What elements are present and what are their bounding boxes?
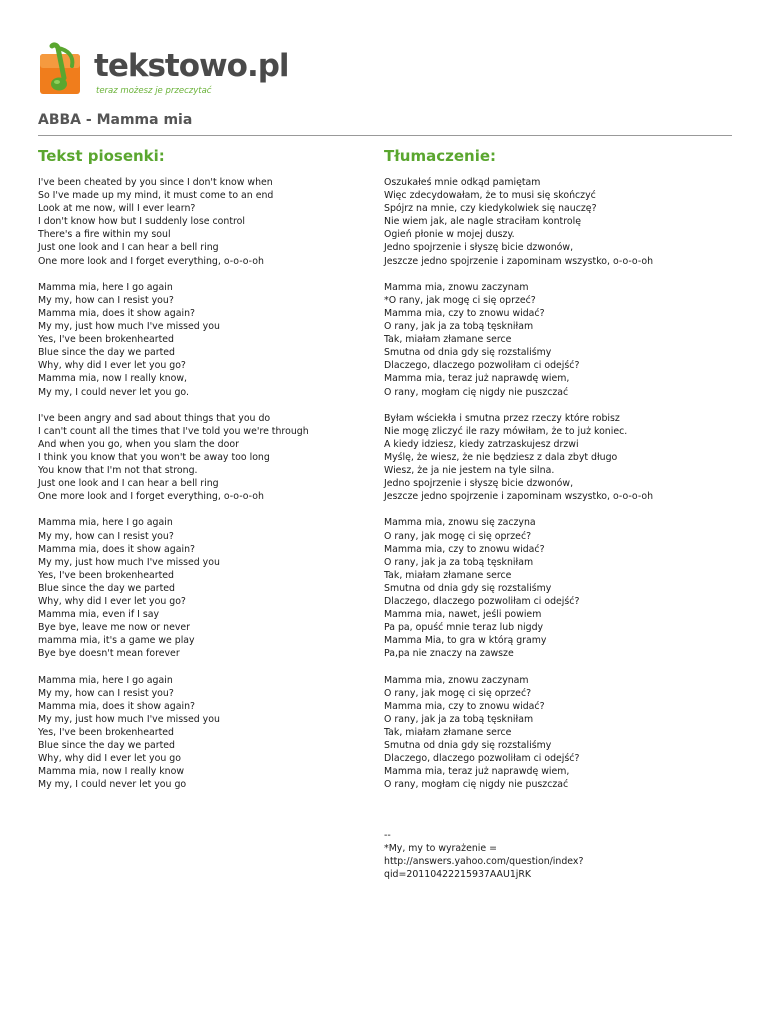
footnote-line: *My, my to wyrażenie = (384, 843, 497, 855)
translation-line: O rany, mogłam cię nigdy nie puszczać (384, 386, 569, 398)
translation-line: Dlaczego, dlaczego pozwoliłam ci odejść? (384, 360, 580, 372)
logo-tld: .pl (246, 48, 289, 84)
lyric-line: Mamma mia, here I go again (38, 674, 173, 686)
translation-line: O rany, jak ja za tobą tęskniłam (384, 713, 534, 725)
lyric-line: I've been angry and sad about things that you do (38, 412, 271, 424)
lyric-line: There's a fire within my soul (38, 229, 171, 241)
lyric-line (38, 660, 368, 673)
translation-line (384, 399, 734, 412)
original-lyrics-column (38, 146, 368, 791)
translation-line: Nie wiem jak, ale nagle straciłam kontrolę (384, 216, 581, 228)
lyric-line: So I've made up my mind, it must come to an end (38, 190, 274, 202)
lyric-line: Mamma mia, now I really know, (38, 373, 187, 385)
lyric-line: My my, how can I resist you? (38, 687, 174, 699)
title-divider (38, 135, 732, 136)
translation-line (384, 503, 734, 516)
lyric-line: My my, just how much I've missed you (38, 556, 220, 568)
translation-line (384, 268, 734, 281)
lyric-line: I think you know that you won't be away too long (38, 451, 270, 463)
lyric-line: Blue since the day we parted (38, 740, 176, 752)
lyrics-heading: Tekst piosenki: (38, 147, 165, 165)
translation-line: O rany, jak ja za tobą tęskniłam (384, 556, 534, 568)
translation-line: Mamma Mia, to gra w którą gramy (384, 635, 547, 647)
lyric-line: My my, how can I resist you? (38, 294, 174, 306)
lyric-line (38, 268, 368, 281)
translation-line: Byłam wściekła i smutna przez rzeczy które robisz (384, 412, 620, 424)
lyric-line: I've been cheated by you since I don't know when (38, 177, 273, 188)
translation-line: O rany, mogłam cię nigdy nie puszczać (384, 779, 569, 791)
logo-tagline: teraz możesz je przeczytać (96, 86, 212, 96)
lyric-line: My my, I could never let you go. (38, 386, 189, 398)
footnote-line: -- (384, 830, 391, 841)
translation-line: Myślę, że wiesz, że nie będziesz z dala zbyt długo (384, 451, 618, 463)
lyric-line: Mamma mia, does it show again? (38, 700, 196, 712)
translation-line: Mamma mia, znowu zaczynam (384, 281, 529, 293)
logo-wordmark (94, 48, 289, 84)
lyric-line: My my, just how much I've missed you (38, 713, 220, 725)
translation-line: Mamma mia, znowu się zaczyna (384, 517, 536, 529)
footnote-line: qid=20110422215937AAU1jRK (384, 869, 532, 881)
translation-heading: Tłumaczenie: (384, 147, 497, 165)
lyric-line: You know that I'm not that strong. (38, 465, 198, 477)
translation-line: Mamma mia, teraz już naprawdę wiem, (384, 766, 570, 778)
lyric-line: Bye bye doesn't mean forever (38, 648, 180, 660)
lyric-line: Blue since the day we parted (38, 582, 176, 594)
translation-line: Mamma mia, znowu zaczynam (384, 674, 529, 686)
lyric-line: Just one look and I can hear a bell ring (38, 478, 219, 490)
lyric-line: I can't count all the times that I've told you we're through (38, 425, 309, 437)
translation-line: Smutna od dnia gdy się rozstaliśmy (384, 347, 552, 359)
lyric-line: Why, why did I ever let you go? (38, 596, 186, 607)
translation-line: Mamma mia, nawet, jeśli powiem (384, 609, 542, 621)
lyric-line: Why, why did I ever let you go (38, 753, 181, 765)
lyric-line: Yes, I've been brokenhearted (38, 569, 174, 581)
site-logo[interactable] (38, 38, 289, 104)
translation-line: Smutna od dnia gdy się rozstaliśmy (384, 740, 552, 752)
lyric-line: Mamma mia, now I really know (38, 766, 185, 778)
translation-line: Nie mogę zliczyć ile razy mówiłam, że to już koniec. (384, 425, 628, 437)
translation-line: Smutna od dnia gdy się rozstaliśmy (384, 582, 552, 594)
translation-line: A kiedy idziesz, kiedy zatrzaskujesz drzwi (384, 438, 579, 450)
song-title: ABBA - Mamma mia (38, 112, 193, 128)
lyric-line: Blue since the day we parted (38, 347, 176, 359)
lyric-line (38, 503, 368, 516)
translation-line: Dlaczego, dlaczego pozwoliłam ci odejść? (384, 596, 580, 607)
lyric-line: I don't know how but I suddenly lose control (38, 216, 246, 228)
translation-line: Mamma mia, teraz już naprawdę wiem, (384, 373, 570, 385)
lyric-line: One more look and I forget everything, o-o-o-oh (38, 255, 264, 267)
translation-line: Jedno spojrzenie i słyszę bicie dzwonów, (384, 478, 574, 490)
lyric-line: Mamma mia, does it show again? (38, 543, 196, 555)
translation-line: Pa pa, opuść mnie teraz lub nigdy (384, 622, 544, 634)
translation-line: O rany, jak mogę ci się oprzeć? (384, 687, 532, 699)
lyric-line: Mamma mia, here I go again (38, 281, 173, 293)
lyric-line: Yes, I've been brokenhearted (38, 726, 174, 738)
lyric-line (38, 399, 368, 412)
translation-line: Tak, miałam złamane serce (384, 726, 512, 738)
translation-text (384, 176, 734, 791)
translation-line: Jedno spojrzenie i słyszę bicie dzwonów, (384, 242, 574, 254)
translation-line: Pa,pa nie znaczy na zawsze (384, 648, 514, 660)
lyric-line: Look at me now, will I ever learn? (38, 203, 196, 215)
logo-name: tekstowo (94, 48, 247, 84)
translation-line (384, 660, 734, 673)
translation-line: Jeszcze jedno spojrzenie i zapominam wszystko, o-o-o-oh (384, 491, 654, 503)
lyric-line: My my, how can I resist you? (38, 530, 174, 542)
lyric-line: And when you go, when you slam the door (38, 438, 239, 450)
lyric-line: My my, just how much I've missed you (38, 321, 220, 333)
lyric-line: Mamma mia, even if I say (38, 609, 160, 621)
translation-line: Jeszcze jedno spojrzenie i zapominam wszystko, o-o-o-oh (384, 255, 654, 267)
translation-line: O rany, jak ja za tobą tęskniłam (384, 321, 534, 333)
translation-column (384, 146, 734, 791)
translation-line: Więc zdecydowałam, że to musi się skończyć (384, 190, 596, 202)
lyrics-text (38, 176, 368, 791)
translation-line: Dlaczego, dlaczego pozwoliłam ci odejść? (384, 753, 580, 765)
translation-line: Mamma mia, czy to znowu widać? (384, 700, 545, 712)
translation-line: Tak, miałam złamane serce (384, 334, 512, 346)
lyric-line: Mamma mia, does it show again? (38, 307, 196, 319)
footnote-line: http://answers.yahoo.com/question/index? (384, 856, 584, 868)
translation-footnote (384, 829, 734, 881)
translation-line: Wiesz, że ja nie jestem na tyle silna. (384, 465, 555, 477)
translation-line: Tak, miałam złamane serce (384, 569, 512, 581)
lyric-line: mamma mia, it's a game we play (38, 635, 195, 647)
translation-line: Mamma mia, czy to znowu widać? (384, 543, 545, 555)
translation-line: *O rany, jak mogę ci się oprzeć? (384, 294, 536, 306)
lyric-line: Just one look and I can hear a bell ring (38, 242, 219, 254)
translation-line: Mamma mia, czy to znowu widać? (384, 307, 545, 319)
lyric-line: Bye bye, leave me now or never (38, 622, 191, 634)
translation-line: O rany, jak mogę ci się oprzeć? (384, 530, 532, 542)
lyric-line: Yes, I've been brokenhearted (38, 334, 174, 346)
translation-line: Spójrz na mnie, czy kiedykolwiek się nauczę? (384, 203, 597, 215)
translation-line: Ogień płonie w mojej duszy. (384, 229, 515, 241)
translation-line: Oszukałeś mnie odkąd pamiętam (384, 177, 541, 188)
lyric-line: My my, I could never let you go (38, 779, 187, 791)
lyric-line: Why, why did I ever let you go? (38, 360, 186, 372)
music-note-logo-icon (38, 42, 86, 100)
lyric-line: Mamma mia, here I go again (38, 517, 173, 529)
lyric-line: One more look and I forget everything, o-o-o-oh (38, 491, 264, 503)
